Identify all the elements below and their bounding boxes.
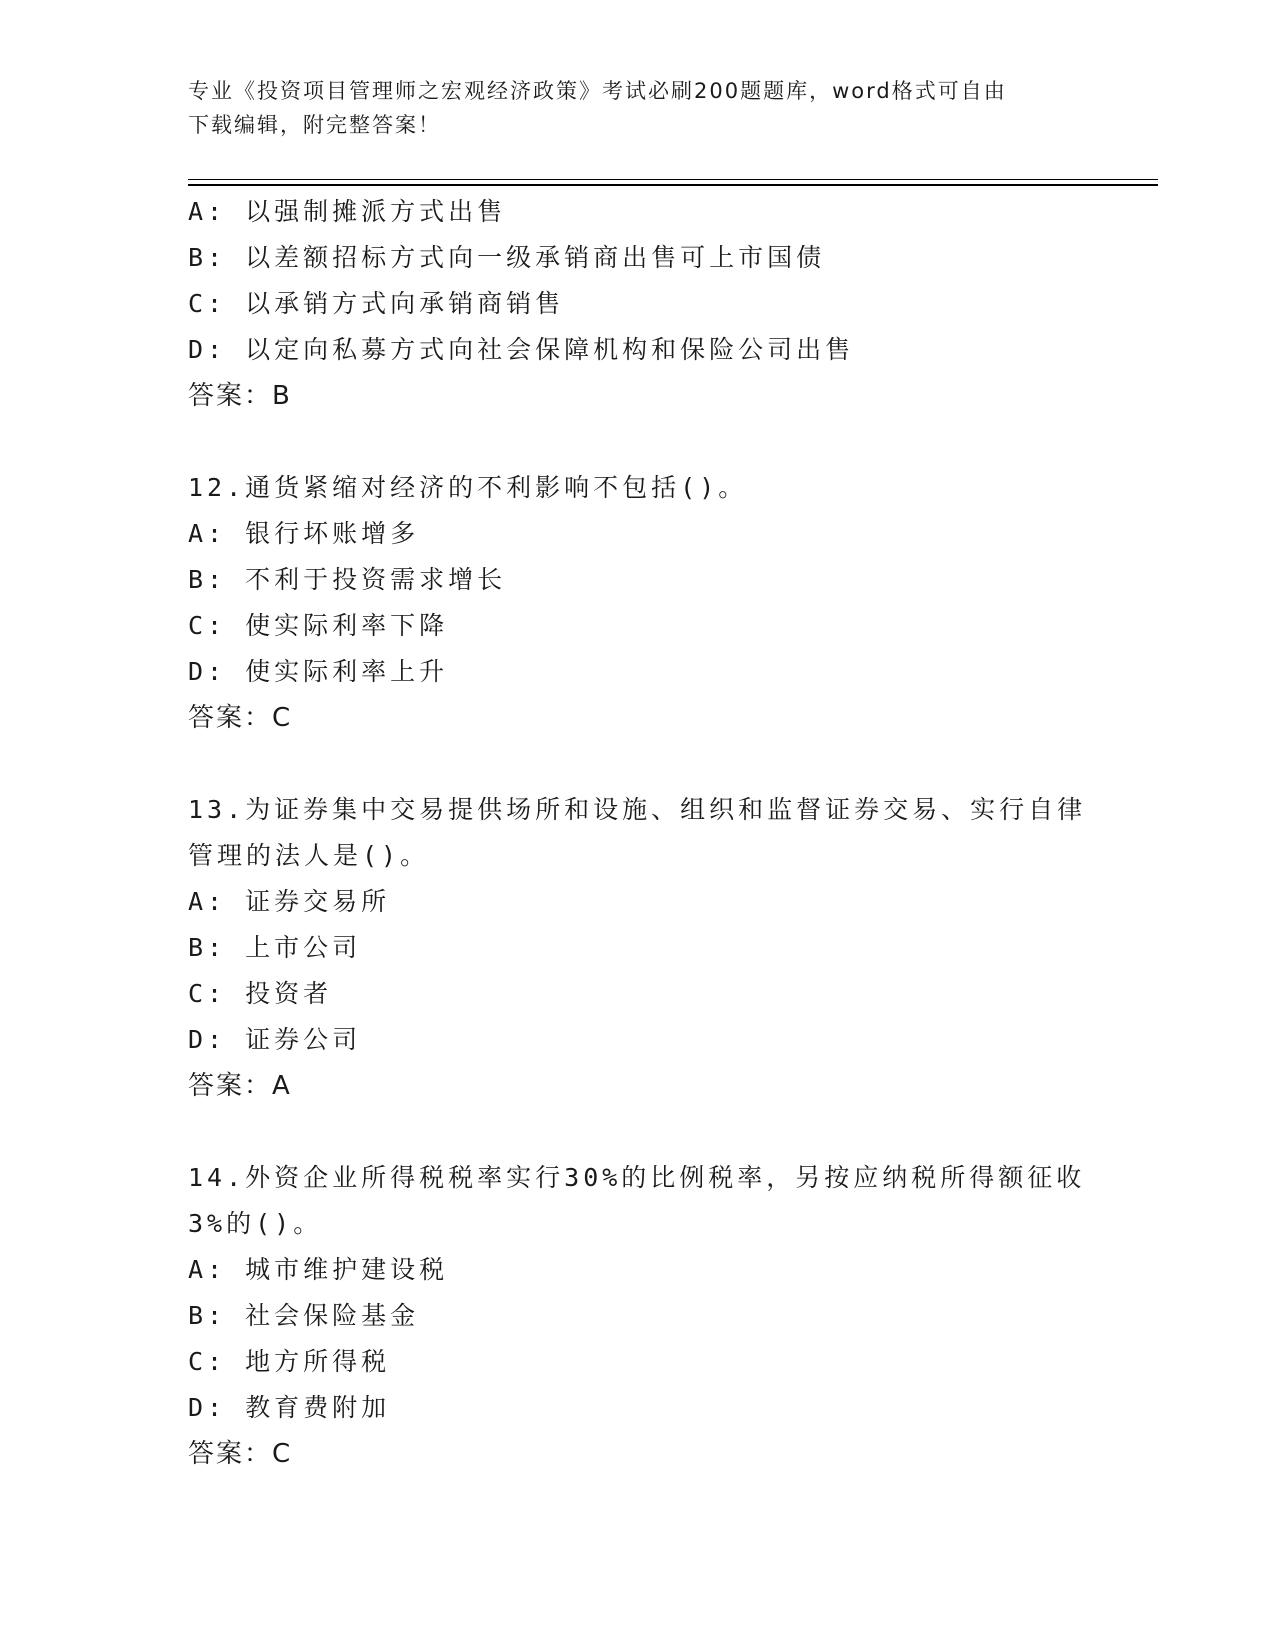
- answer-line: 答案：C: [188, 1439, 293, 1469]
- question-text-line-1: 13.为证券集中交易提供场所和设施、组织和监督证券交易、实行自律: [188, 795, 1087, 824]
- header-line-2: 下载编辑，附完整答案！: [188, 113, 441, 137]
- option-a: A: 城市维护建设税: [188, 1255, 449, 1284]
- block-spacer: [188, 1109, 1088, 1155]
- question-block: [188, 189, 1088, 419]
- option-a: A: 证券交易所: [188, 887, 391, 916]
- document-header: [188, 74, 1068, 142]
- header-line-1: 专业《投资项目管理师之宏观经济政策》考试必刷200题题库，word格式可自由: [188, 79, 1007, 103]
- option-c: C: 使实际利率下降: [188, 611, 449, 640]
- block-spacer: [188, 419, 1088, 465]
- question-text-line-2: 管理的法人是()。: [188, 841, 430, 870]
- option-d: D: 证券公司: [188, 1025, 362, 1054]
- question-text: 12.通货紧缩对经济的不利影响不包括()。: [188, 473, 748, 502]
- question-block: [188, 787, 1088, 1109]
- option-d: D: 教育费附加: [188, 1393, 391, 1422]
- answer-line: 答案：A: [188, 1071, 292, 1101]
- option-c: C: 地方所得税: [188, 1347, 391, 1376]
- block-spacer: [188, 741, 1088, 787]
- option-a: A: 银行坏账增多: [188, 519, 420, 548]
- question-list: [188, 189, 1088, 1477]
- option-b: B: 上市公司: [188, 933, 362, 962]
- answer-line: 答案：B: [188, 381, 292, 411]
- option-b: B: 社会保险基金: [188, 1301, 420, 1330]
- option-d: D: 使实际利率上升: [188, 657, 449, 686]
- option-d: D: 以定向私募方式向社会保障机构和保险公司出售: [188, 335, 855, 364]
- header-divider-thin: [188, 179, 1158, 180]
- question-text-line-1: 14.外资企业所得税税率实行30%的比例税率，另按应纳税所得额征收: [188, 1163, 1086, 1192]
- option-c: C: 投资者: [188, 979, 333, 1008]
- option-c: C: 以承销方式向承销商销售: [188, 289, 565, 318]
- header-divider-thick: [188, 184, 1158, 186]
- option-b: B: 不利于投资需求增长: [188, 565, 507, 594]
- option-b: B: 以差额招标方式向一级承销商出售可上市国债: [188, 243, 826, 272]
- answer-line: 答案：C: [188, 703, 293, 733]
- option-a: A: 以强制摊派方式出售: [188, 197, 507, 226]
- question-text-line-2: 3%的()。: [188, 1209, 323, 1238]
- question-block: [188, 465, 1088, 741]
- question-block: [188, 1155, 1088, 1477]
